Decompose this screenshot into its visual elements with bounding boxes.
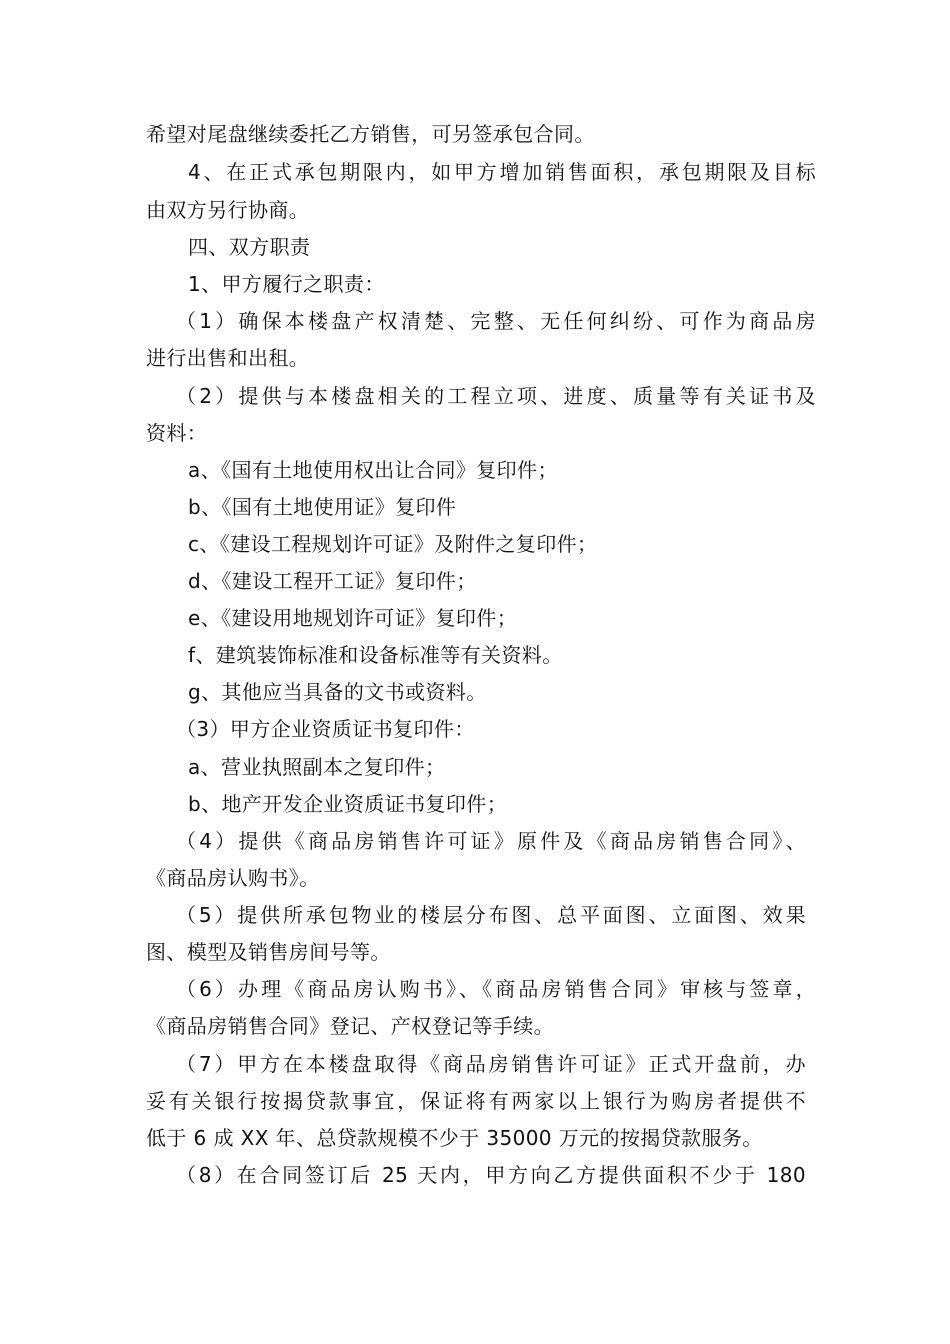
paragraph-line: 图、模型及销售房间号等。: [146, 940, 391, 964]
paragraph-line: （1）确保本楼盘产权清楚、完整、无任何纠纷、可作为商品房: [176, 309, 816, 333]
paragraph-line: 进行出售和出租。: [146, 346, 310, 370]
list-item: f、建筑装饰标准和设备标准等有关资料。: [188, 643, 563, 667]
paragraph-line: （3）甲方企业资质证书复印件：: [176, 717, 475, 741]
list-item: d、《建设工程开工证》复印件；: [188, 569, 477, 593]
list-item: a、《国有土地使用权出让合同》复印件；: [188, 458, 558, 482]
list-item: g、其他应当具备的文书或资料。: [188, 680, 487, 704]
section-heading: 四、双方职责: [188, 235, 311, 259]
paragraph-line: 4、在正式承包期限内，如甲方增加销售面积，承包期限及目标: [188, 160, 816, 184]
list-item: b、地产开发企业资质证书复印件；: [188, 792, 508, 816]
paragraph-line: 《商品房认购书》。: [146, 866, 320, 890]
list-item: a、营业执照副本之复印件；: [188, 755, 446, 779]
paragraph-line: 资料：: [146, 421, 208, 445]
list-item: e、《建设用地规划许可证》复印件；: [188, 606, 518, 630]
paragraph-line: 《商品房销售合同》登记、产权登记等手续。: [146, 1014, 554, 1038]
paragraph-line: （2）提供与本楼盘相关的工程立项、进度、质量等有关证书及: [176, 384, 816, 408]
subsection-heading: 1、甲方履行之职责：: [188, 272, 385, 296]
list-item: c、《建设工程规划许可证》及附件之复印件；: [188, 532, 598, 556]
list-item: b、《国有土地使用证》复印件: [188, 495, 457, 519]
paragraph-line: （4）提供《商品房销售许可证》原件及《商品房销售合同》、: [176, 829, 806, 853]
paragraph-line: 由双方另行协商。: [146, 198, 310, 222]
paragraph-line: （8）在合同签订后 25 天内，甲方向乙方提供面积不少于 180: [176, 1163, 806, 1187]
paragraph-line: 希望对尾盘继续委托乙方销售，可另签承包合同。: [146, 122, 595, 146]
paragraph-line: （6）办理《商品房认购书》、《商品房销售合同》审核与签章，: [176, 977, 816, 1001]
paragraph-line: 妥有关银行按揭贷款事宜，保证将有两家以上银行为购房者提供不: [146, 1089, 806, 1113]
paragraph-line: （7）甲方在本楼盘取得《商品房销售许可证》正式开盘前，办: [176, 1052, 806, 1076]
paragraph-line: （5）提供所承包物业的楼层分布图、总平面图、立面图、效果: [176, 903, 806, 927]
paragraph-line: 低于 6 成 XX 年、总贷款规模不少于 35000 万元的按揭贷款服务。: [146, 1126, 763, 1150]
